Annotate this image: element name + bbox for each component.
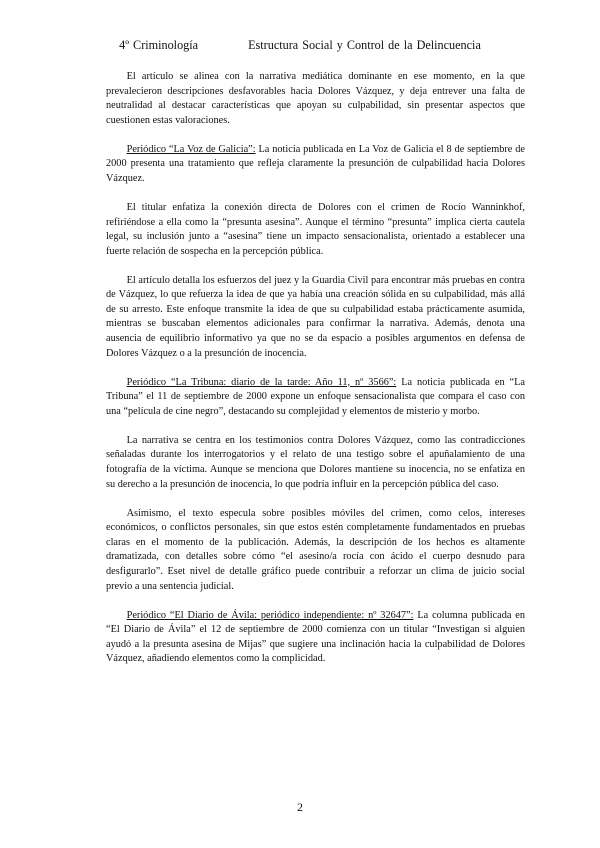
paragraph-text: El titular enfatiza la conexión directa de Dolores con el crimen de Rocío Wanninkhof, refiriéndose a ella como la “presunta asesina”. Aunque el término “presunta” implica cierta cautela legal, su inclusión junto a “asesina” tiene un impacto sensacionalista, orientado a establecer una fuerte relación de sospecha en la percepción pública. [106, 201, 525, 257]
paragraph-text: La columna publicada en “El Diario de Ávila” el 12 de septiembre de 2000 comienza con un titular “Investigan si alguien ayudó a la presunta asesina de Mijas” que sugiere una inclinación hacia la culpabilidad de Dolores Vázquez, añadiendo elementos como la complicidad. [106, 609, 526, 665]
paragraph-6 [106, 434, 525, 492]
paragraph-4 [106, 274, 525, 362]
paragraph-7 [106, 507, 525, 595]
source-heading-el-diario-de-avila: Periódico “El Diario de Ávila: periódico independiente: nº 32647”: [126, 609, 414, 621]
paragraph-text: La noticia publicada en La Voz de Galicia el 8 de septiembre de 2000 presenta una tratamiento que refleja claramente la presunción de culpabilidad hacia Dolores Vázquez. [106, 143, 525, 184]
paragraph-text: El artículo se alinea con la narrativa mediática dominante en ese momento, en la que prevalecieron descripciones desfavorables hacia Dolores Vázquez, y deja entrever una falta de neutralidad al destacar características que apoyan su culpabilidad, sin presentar aspectos que cuestionen estas valoraciones. [106, 71, 525, 126]
page-header [0, 38, 600, 53]
paragraph-text: El artículo detalla los esfuerzos del juez y la Guardia Civil para encontrar más pruebas en contra de Vázquez, lo que refuerza la idea de que ya había una creación sólida en su culpabilidad, más allá de su arresto. Este enfoque transmite la idea de que su culpabilidad estaba prácticamente asumida, mientras se buscaban elementos adicionales para confirmar la narrativa. Además, denota una ausencia de equilibrio informativo ya que no se da espacio a posibles argumentos en defensa de Dolores Vázquez o a la presunción de inocencia. [106, 274, 525, 359]
source-heading-la-tribuna: Periódico “La Tribuna: diario de la tarde: Año 11, nº 3566”: [126, 376, 397, 388]
header-course: 4º Criminología [119, 38, 199, 52]
source-heading-la-voz-de-galicia: Periódico “La Voz de Galicia”: [126, 143, 256, 155]
paragraph-text: La noticia publicada en “La Tribuna” el 11 de septiembre de 2000 expone un enfoque sensacionalista que compara el caso con una “película de cine negro”, destacando su complejidad y elementos de misterio y morbo. [106, 376, 525, 417]
page-number: 2 [297, 800, 303, 814]
paragraph-text: Asimismo, el texto especula sobre posibles móviles del crimen, como celos, intereses económicos, o conflictos personales, sin que estos estén completamente fundamentados en pruebas claras en el momento de la publicación. Además, la descripción de los hechos es altamente dramatizada, con detalles sobre cómo “el asesino/a rocía con ácido el cuerpo desnudo para desfigurarlo”. Eset nivel de detalle gráfico puede contribuir a reforzar un clima de juicio social previo a una sentencia judicial. [106, 507, 525, 592]
paragraph-8 [106, 609, 525, 667]
paragraph-5 [106, 376, 525, 420]
paragraph-1 [106, 70, 525, 128]
body-text [106, 70, 525, 681]
paragraph-text: La narrativa se centra en los testimonios contra Dolores Vázquez, como las contradicciones señaladas durante los interrogatorios y el relato de una testigo sobre el apuñalamiento de una fotografía de la víctima. Aunque se menciona que Dolores mantiene su inocencia, no se enfatiza en su derecho a la presunción de inocencia, lo que podría influir en la percepción pública del caso. [106, 434, 525, 490]
paragraph-2 [106, 143, 525, 187]
paragraph-3 [106, 201, 525, 259]
header-subject: Estructura Social y Control de la Delincuencia [248, 38, 481, 52]
